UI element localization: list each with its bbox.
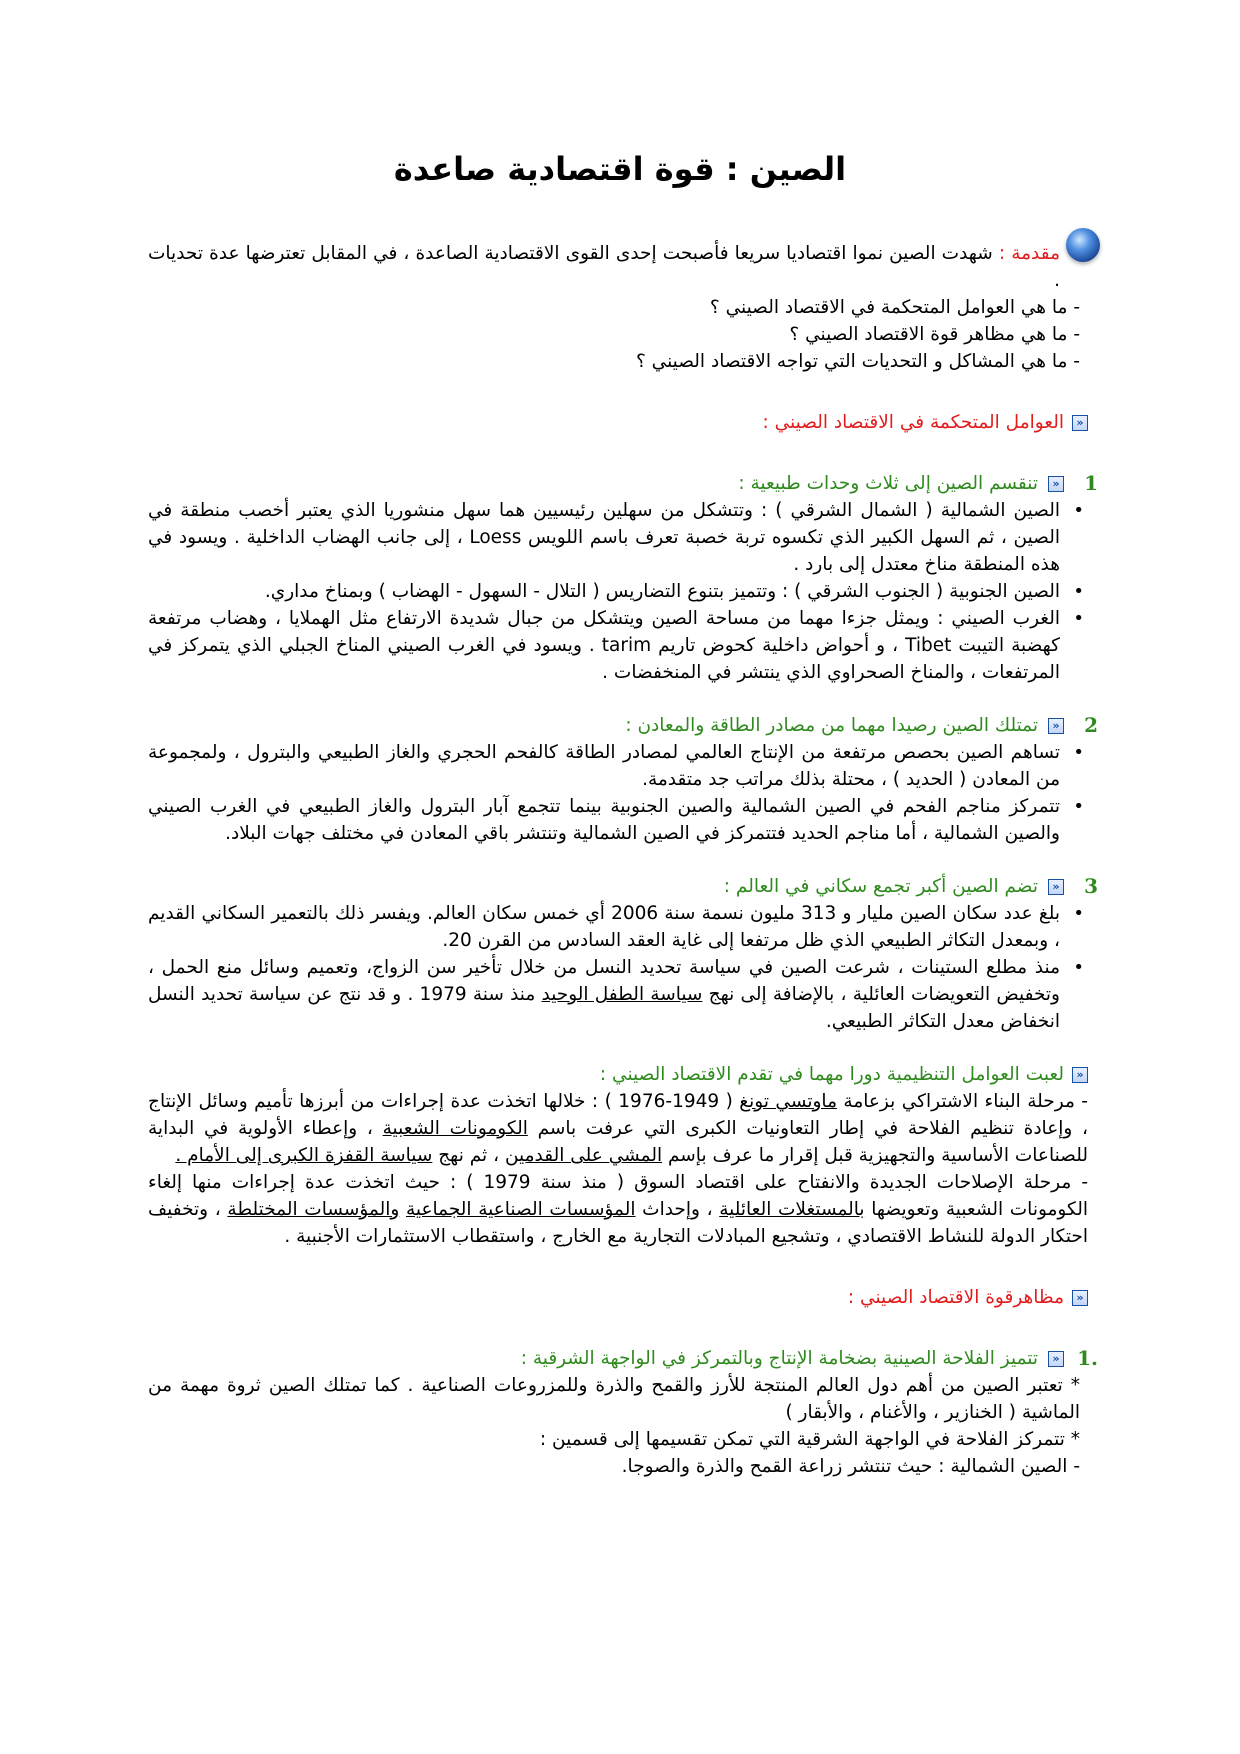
underlined-term: بالمستغلات العائلية [719, 1199, 865, 1220]
section-heading [148, 1284, 1088, 1311]
text-run [399, 1199, 406, 1220]
subsection-heading [148, 1061, 1088, 1088]
text-run: ، وإحداث [635, 1199, 720, 1220]
double-chevron-icon: « [1048, 718, 1064, 734]
question-list [148, 294, 1088, 375]
underlined-term: الكومونات الشعبية [382, 1118, 528, 1139]
underlined-term: سياسة الطفل الوحيد [541, 984, 703, 1005]
subsection-heading-text: تنقسم الصين إلى ثلاث وحدات طبيعية : [738, 473, 1038, 494]
subsection-heading [148, 712, 1098, 739]
double-chevron-icon: « [1048, 1351, 1064, 1367]
underlined-term: سياسة القفزة الكبرى إلى الأمام . [175, 1145, 433, 1166]
subsection-heading-text: تضم الصين أكبر تجمع سكاني في العالم : [723, 876, 1038, 897]
paragraph [148, 1372, 1088, 1480]
text-run: ( 1949-1976 ) : خلالها اتخذت عدة إجراءات من أبرزها تأميم وسائل الإنتاج ، وإعادة تنظيم الفلاحة في إطار التعاونيات الكبرى التي عرفت باسم [148, 1091, 1088, 1139]
blue-orb-icon [1066, 228, 1100, 262]
subsection-number: .1 [1077, 1346, 1098, 1370]
subsection-heading-text: لعبت العوامل التنظيمية دورا مهما في تقدم الاقتصاد الصيني : [599, 1064, 1064, 1085]
subsection-heading [148, 1345, 1098, 1372]
text-line: * تعتبر الصين من أهم دول العالم المنتجة للأرز والقمح والذرة وللمزروعات الصناعية . كما تمتلك الصين ثروة مهمة من الماشية ( الخنازير ، والأغنام ، والأبقار ) [148, 1375, 1080, 1423]
double-chevron-icon: « [1072, 415, 1088, 431]
document-body [148, 240, 1098, 1480]
page-title: الصين : قوة اقتصادية صاعدة [393, 150, 847, 188]
paragraph [148, 1169, 1088, 1250]
bullet-list [148, 497, 1088, 686]
underlined-term: ماوتسي تونغ [739, 1091, 837, 1112]
text-run: ، وإعطاء الأولوية في البداية للصناعات الأساسية والتجهيزية قبل إقرار ما عرف بإسم [148, 1118, 1088, 1166]
question-item: - ما هي مظاهر قوة الاقتصاد الصيني ؟ [789, 324, 1080, 345]
text-run: ، وتخفيف احتكار الدولة للنشاط الاقتصادي ، وتشجيع المبادلات التجارية مع الخارج ، واستقطاب الاستثمارات الأجنبية . [148, 1199, 1088, 1247]
underlined-term: والمؤسسات المختلطة [227, 1199, 400, 1220]
bullet-list [148, 900, 1088, 1035]
section-heading-text: العوامل المتحكمة في الاقتصاد الصيني : [762, 412, 1064, 433]
list-item: • الصين الجنوبية ( الجنوب الشرقي ) : وتتميز بتنوع التضاريس ( التلال - السهول - الهضاب ) وبمناخ مداري. [148, 578, 1060, 605]
text-line: * تتمركز الفلاحة في الواجهة الشرقية التي تمكن تقسيمها إلى قسمين : [539, 1429, 1080, 1450]
double-chevron-icon: « [1048, 879, 1064, 895]
list-item: • الغرب الصيني : ويمثل جزءا مهما من مساحة الصين ويتشكل من جبال شديدة الارتفاع مثل الهملايا ، وهضاب مرتفعة كهضبة التيبت Tibet ، و أحواض داخلية كحوض تاريم tarim . ويسود في الغرب الصيني المناخ الجبلي الذي يتمركز في المرتفعات ، والمناخ الصحراوي الذي ينتشر في المنخفضات . [148, 605, 1060, 686]
subsection-heading-text: تمتلك الصين رصيدا مهما من مصادر الطاقة والمعادن : [625, 715, 1038, 736]
bullet-list [148, 739, 1088, 847]
underlined-term: المؤسسات الصناعية الجماعية [405, 1199, 636, 1220]
text-run: - مرحلة البناء الاشتراكي بزعامة [836, 1091, 1088, 1112]
list-item: • تتمركز مناجم الفحم في الصين الشمالية والصين الجنوبية بينما تتجمع آبار البترول والغاز الطبيعي في الغرب الصيني والصين الشمالية ، أما مناجم الحديد فتتمركز في الصين الشمالية وتنتشر باقي المعادن في مختلف جهات البلاد. [148, 793, 1060, 847]
question-item: - ما هي المشاكل و التحديات التي تواجه الاقتصاد الصيني ؟ [635, 351, 1080, 372]
subsection-heading-text: تتميز الفلاحة الصينية بضخامة الإنتاج وبالتمركز في الواجهة الشرقية : [520, 1348, 1038, 1369]
section-heading-text: مظاهرقوة الاقتصاد الصيني : [847, 1287, 1064, 1308]
list-item [148, 954, 1060, 1035]
intro-label: مقدمة : [998, 243, 1061, 264]
intro-text: شهدت الصين نموا اقتصاديا سريعا فأصبحت إحدى القوى الاقتصادية الصاعدة ، في المقابل تعترضها عدة تحديات . [148, 243, 1060, 291]
list-item: • الصين الشمالية ( الشمال الشرقي ) : وتتشكل من سهلين رئيسيين هما سهل منشوريا الذي يعتبر أخصب منطقة في الصين ، ثم السهل الكبير الذي تكسوه تربة خصبة تعرف باسم اللويس Loess ، إلى جانب الهضاب الداخلية . ويسود في هذه المنطقة مناخ معتدل إلى بارد . [148, 497, 1060, 578]
text-run: منذ سنة 1979 . و قد نتج عن سياسة تحديد النسل انخفاض معدل التكاثر الطبيعي. [148, 984, 1060, 1032]
question-item: - ما هي العوامل المتحكمة في الاقتصاد الصيني ؟ [709, 297, 1080, 318]
intro-paragraph [148, 240, 1088, 294]
double-chevron-icon: « [1048, 476, 1064, 492]
section-heading [148, 409, 1088, 436]
subsection-number: 2 [1084, 713, 1098, 737]
paragraph [148, 1088, 1088, 1169]
subsection-number: 3 [1084, 874, 1098, 898]
subsection-heading [148, 470, 1098, 497]
subsection-heading [148, 873, 1098, 900]
text-run: ، ثم نهج [432, 1145, 505, 1166]
underlined-term: المشي على القدمين [504, 1145, 663, 1166]
double-chevron-icon: « [1072, 1290, 1088, 1306]
text-run: - مرحلة الإصلاحات الجديدة والانفتاح على اقتصاد السوق ( منذ سنة 1979 ) : حيث اتخذت عدة إجراءات منها إلغاء الكومونات الشعبية وتعويضها [148, 1172, 1088, 1220]
intro [148, 240, 1088, 375]
text-line: - الصين الشمالية : حيث تنتشر زراعة القمح والذرة والصوجا. [621, 1456, 1080, 1477]
double-chevron-icon: « [1072, 1067, 1088, 1083]
list-item: • بلغ عدد سكان الصين مليار و 313 مليون نسمة سنة 2006 أي خمس سكان العالم. ويفسر ذلك بالتعمير السكاني القديم ، وبمعدل التكاثر الطبيعي الذي ظل مرتفعا إلى غاية العقد السادس من القرن 20. [148, 900, 1060, 954]
text-run: منذ مطلع الستينات ، شرعت الصين في سياسة تحديد النسل من خلال تأخير سن الزواج، وتعميم وسائل منع الحمل ، وتخفيض التعويضات العائلية ، بالإضافة إلى نهج [148, 957, 1060, 1005]
list-item: • تساهم الصين بحصص مرتفعة من الإنتاج العالمي لمصادر الطاقة كالفحم الحجري والغاز الطبيعي والبترول ، ولمجموعة من المعادن ( الحديد ) ، محتلة بذلك مراتب جد متقدمة. [148, 739, 1060, 793]
subsection-number: 1 [1084, 471, 1098, 495]
